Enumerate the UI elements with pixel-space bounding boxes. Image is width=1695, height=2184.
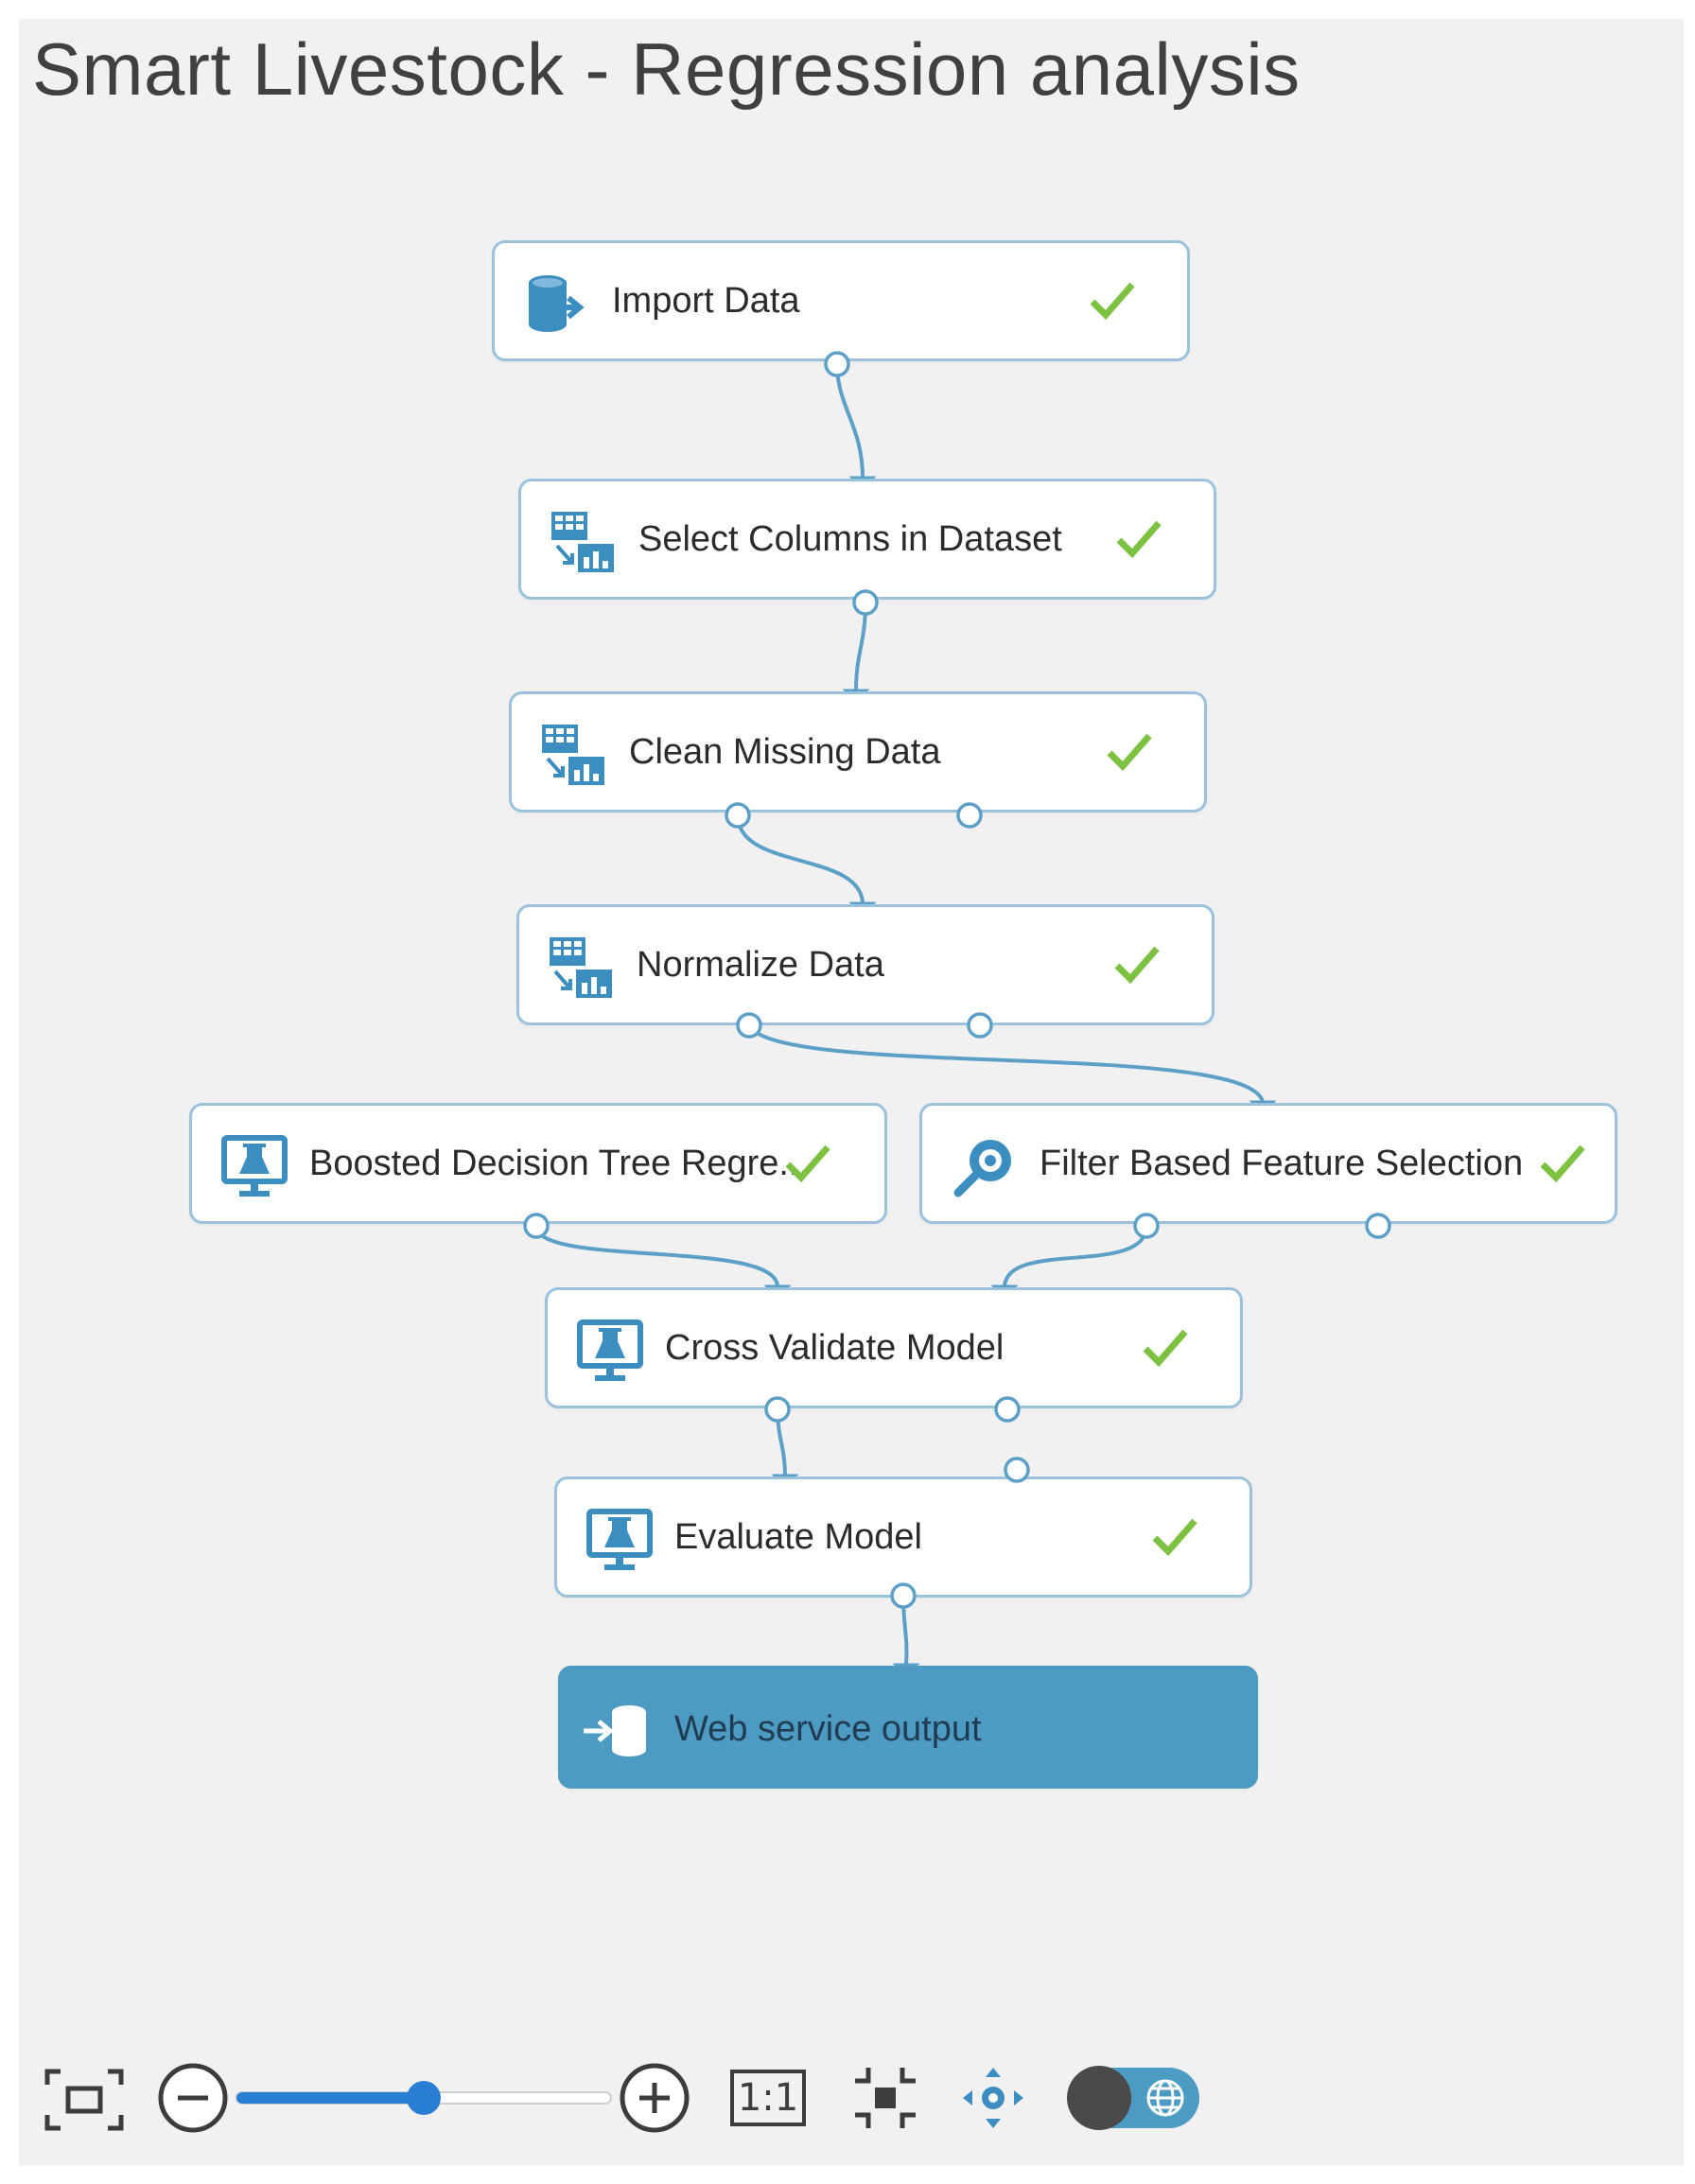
zoom-slider-fill <box>236 2092 424 2104</box>
checkmark-icon <box>784 1142 831 1185</box>
actual-size-button[interactable] <box>730 2070 806 2126</box>
checkmark-icon <box>1151 1515 1198 1559</box>
zoom-out-icon[interactable] <box>155 2060 231 2136</box>
module-normalize-data[interactable] <box>516 904 1214 1025</box>
monitor-flask-icon <box>585 1506 654 1574</box>
collapse-view-icon[interactable] <box>851 2064 919 2132</box>
module-label: Cross Validate Model <box>665 1328 1005 1368</box>
module-label: Boosted Decision Tree Regre... <box>309 1144 810 1183</box>
pan-icon[interactable] <box>959 2064 1027 2132</box>
module-label: Web service output <box>674 1709 982 1749</box>
experiment-title: Smart Livestock - Regression analysis <box>32 27 1301 111</box>
actual-size-label: 1:1 <box>737 2076 799 2120</box>
database-output-icon <box>582 1697 650 1765</box>
module-label: Clean Missing Data <box>629 732 941 772</box>
table-to-chart-icon <box>550 508 618 576</box>
module-boosted-decision-tree[interactable] <box>189 1103 887 1224</box>
checkmark-icon <box>1115 517 1162 561</box>
zoom-in-icon[interactable] <box>617 2060 692 2136</box>
module-label: Import Data <box>612 281 800 321</box>
fit-to-screen-icon[interactable] <box>42 2066 127 2134</box>
module-select-columns[interactable] <box>518 479 1216 600</box>
monitor-flask-icon <box>220 1132 288 1200</box>
module-label: Evaluate Model <box>674 1517 922 1557</box>
module-web-service-output[interactable] <box>558 1666 1258 1789</box>
module-evaluate-model[interactable] <box>554 1476 1252 1598</box>
checkmark-icon <box>1089 279 1136 323</box>
checkmark-icon <box>1106 730 1153 774</box>
module-cross-validate[interactable] <box>545 1287 1243 1408</box>
module-label: Filter Based Feature Selection <box>1040 1144 1524 1183</box>
monitor-flask-icon <box>576 1317 644 1385</box>
module-label: Select Columns in Dataset <box>638 519 1062 559</box>
module-filter-feature-selection[interactable] <box>919 1103 1617 1224</box>
zoom-slider-thumb <box>407 2081 441 2115</box>
zoom-slider[interactable] <box>235 2079 613 2117</box>
checkmark-icon <box>1142 1326 1189 1370</box>
magnifier-icon <box>951 1132 1019 1200</box>
checkmark-icon <box>1113 943 1161 987</box>
table-to-chart-icon <box>548 934 616 1002</box>
database-import-icon <box>523 270 591 338</box>
web-service-toggle[interactable] <box>1063 2060 1205 2136</box>
checkmark-icon <box>1539 1142 1586 1185</box>
table-to-chart-icon <box>540 721 608 789</box>
module-label: Normalize Data <box>637 945 884 985</box>
module-import-data[interactable] <box>492 240 1190 361</box>
module-clean-missing-data[interactable] <box>509 691 1207 812</box>
